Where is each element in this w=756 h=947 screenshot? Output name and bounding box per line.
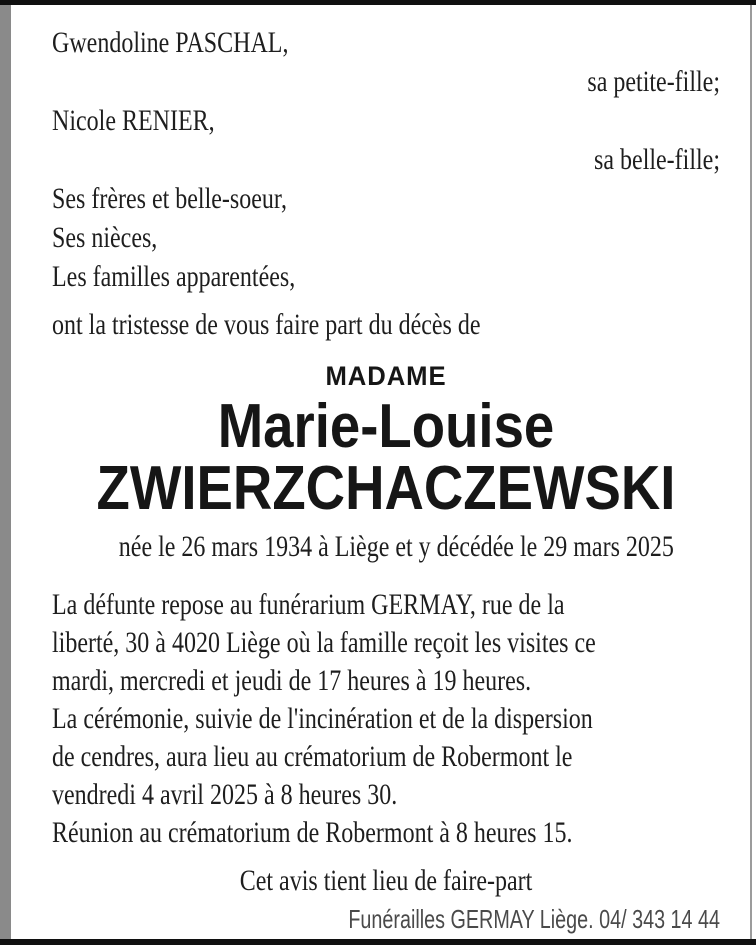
ceremony-details xyxy=(52,586,720,852)
relatives-list xyxy=(52,23,720,296)
funeral-home-signature: Funérailles GERMAY Liège. 04/ 343 14 44 xyxy=(348,904,720,934)
ceremony-details-line: liberté, 30 à 4020 Liège où la famille reçoit les visites ce xyxy=(52,626,596,659)
life-dates: née le 26 mars 1934 à Liège et y décédée le 29 mars 2025 xyxy=(118,530,674,563)
ceremony-details-line: La cérémonie, suivie de l'incinération et de la dispersion xyxy=(52,702,593,735)
ceremony-details-line: vendredi 4 avril 2025 à 8 heures 30. xyxy=(52,778,398,811)
ceremony-details-line: La défunte repose au funérarium GERMAY, rue de la xyxy=(52,588,565,621)
relatives-group: Ses nièces, xyxy=(52,221,158,254)
relatives-group: Ses frères et belle-soeur, xyxy=(52,182,287,215)
relation-label: sa belle-fille; xyxy=(594,143,720,176)
frame-left-strip xyxy=(0,5,11,939)
ceremony-details-line: mardi, mercredi et jeudi de 17 heures à 19 heures. xyxy=(52,664,532,697)
frame-right-line xyxy=(750,5,752,939)
announcement-line: ont la tristesse de vous faire part du décès de xyxy=(52,308,481,341)
notice-content xyxy=(11,5,750,939)
ceremony-details-line: de cendres, aura lieu au crématorium de Robermont le xyxy=(52,740,573,773)
ceremony-details-line: Réunion au crématorium de Robermont à 8 heures 15. xyxy=(52,816,573,849)
relative-name: Nicole RENIER, xyxy=(52,104,215,137)
relatives-group: Les familles apparentées, xyxy=(52,260,296,293)
frame-bottom-bar xyxy=(0,939,756,945)
deceased-last-name: ZWIERZCHACZEWSKI xyxy=(96,454,676,523)
relative-name: Gwendoline PASCHAL, xyxy=(52,26,289,59)
deceased-first-name: Marie-Louise xyxy=(217,392,555,461)
relation-label: sa petite-fille; xyxy=(587,65,720,98)
honorific-title: MADAME xyxy=(325,361,447,391)
closing-line: Cet avis tient lieu de faire-part xyxy=(239,864,533,897)
